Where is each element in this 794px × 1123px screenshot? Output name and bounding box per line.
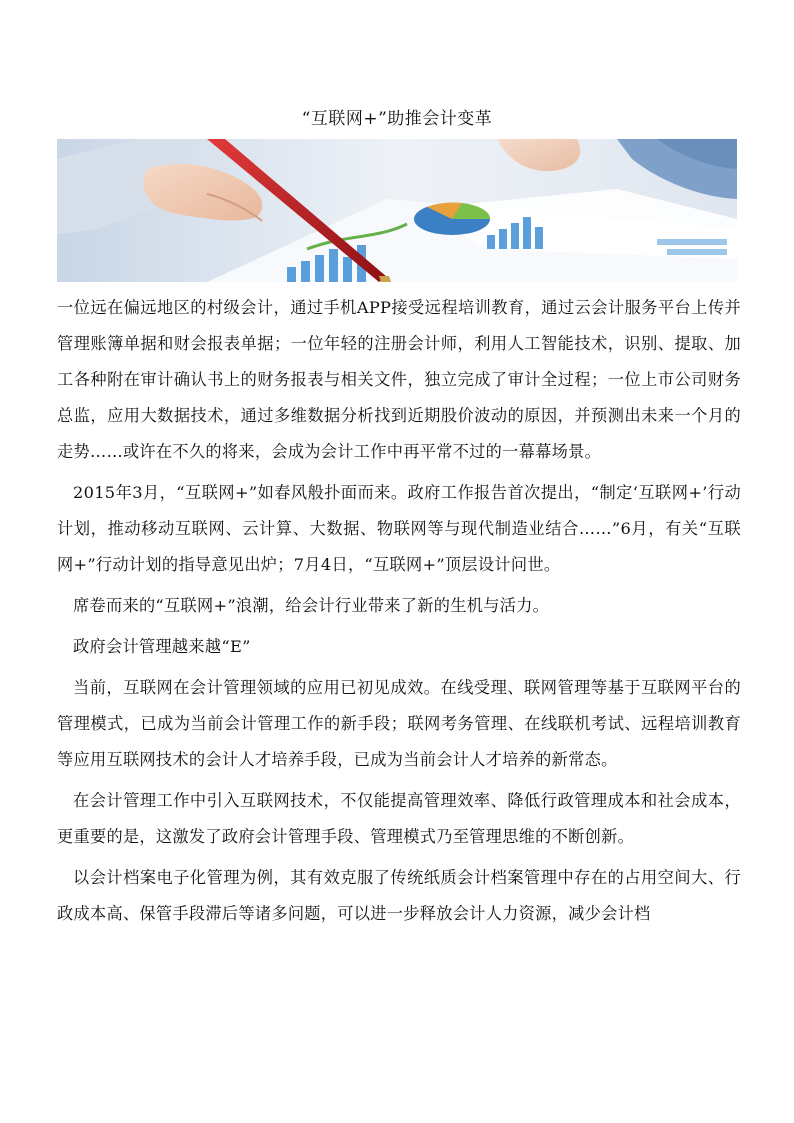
paragraph: 席卷而来的“互联网+”浪潮，给会计行业带来了新的生机与活力。 xyxy=(73,596,550,615)
paragraph: 2015年3月，“互联网+”如春风般扑面而来。政府工作报告首次提出，“制定‘互联网+’行动计划，推动移动互联网、云计算、大数据、物联网等与现代制造业结合……”6月，有关“互联网+”行动计划的指导意见出炉；7月4日，“互联网+”顶层设计问世。 xyxy=(57,483,741,574)
paragraph: 一位远在偏远地区的村级会计，通过手机APP接受远程培训教育，通过云会计服务平台上传并管理账簿单据和财会报表单据；一位年轻的注册会计师，利用人工智能技术，识别、提取、加工各种附在审计确认书上的财务报表与相关文件，独立完成了审计全过程；一位上市公司财务总监，应用大数据技术，通过多维数据分析找到近期股价波动的原因，并预测出未来一个月的走势……或许在不久的将来，会成为会计工作中再平常不过的一幕幕场景。 xyxy=(57,298,741,461)
accounting-banner-photo xyxy=(57,139,737,282)
paragraph: 在会计管理工作中引入互联网技术，不仅能提高管理效率、降低行政管理成本和社会成本，更重要的是，这激发了政府会计管理手段、管理模式乃至管理思维的不断创新。 xyxy=(57,791,741,846)
article-body xyxy=(57,290,741,932)
section-heading: 政府会计管理越来越“E” xyxy=(73,637,251,656)
paragraph: 当前，互联网在会计管理领域的应用已初见成效。在线受理、联网管理等基于互联网平台的管理模式，已成为当前会计管理工作的新手段；联网考务管理、在线联机考试、远程培训教育等应用互联网技术的会计人才培养手段，已成为当前会计人才培养的新常态。 xyxy=(57,678,741,769)
document-title: “互联网+”助推会计变革 xyxy=(301,109,493,129)
paragraph: 以会计档案电子化管理为例，其有效克服了传统纸质会计档案管理中存在的占用空间大、行政成本高、保管手段滞后等诸多问题，可以进一步释放会计人力资源，减少会计档 xyxy=(57,868,741,923)
